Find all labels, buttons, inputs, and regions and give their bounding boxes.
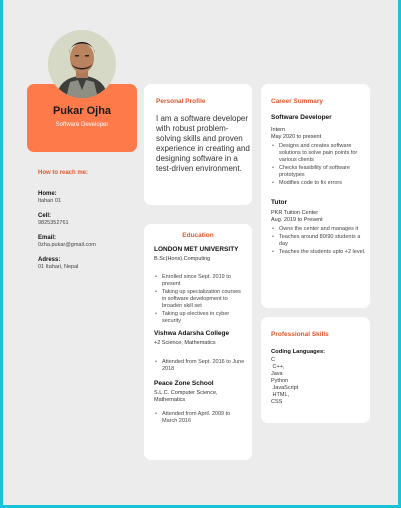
skill-item: CSS [271,399,283,405]
school-name: Peace Zone School [154,380,214,387]
person-name: Pukar Ojha [52,105,112,117]
list-item: • Designs and creates software solutions to solve pain points for various clients [271,143,367,164]
education-entry [154,380,246,425]
career-heading: Career Summary [271,98,324,105]
skill-item: Python [271,378,289,384]
education-heading: Education [182,232,214,239]
skill-item: JavaScript [271,385,299,391]
list-item: • Taking up specialization courses in software development to broaden skill set [154,289,246,310]
avatar [48,30,116,98]
list-item: • Enrolled since Sept. 2019 to present [154,274,246,288]
list-item: • Owns the center and manages it [271,226,367,233]
contact-heading: How to reach me: [38,170,89,176]
profile-photo [48,30,116,98]
role-title: Software Developer [271,114,332,121]
personal-profile-card [144,84,252,205]
contact-value: 01 Itahari, Nepal [38,264,79,270]
list-item: • Attended from April. 2009 to March 2016 [154,411,246,425]
role-detail: PKR Tuition Center [271,210,319,216]
contact-email [38,235,138,248]
role-bullets [271,143,367,187]
role-detail: May 2020 to present [271,134,322,140]
education-card [144,224,252,460]
education-bullets [154,274,246,325]
list-item: • Checks feasibility of software prototypes [271,165,367,179]
list-item: • Taking up electives in cyber security [154,311,246,325]
education-bullets [154,411,246,425]
contact-section [38,170,138,270]
education-bullets [154,359,246,373]
contact-label: Email: [38,235,57,241]
career-role [271,199,367,256]
profile-text: I am a software developer with robust problem-solving skills and proven experience in creating and designing software in a test-driven environment. [156,114,250,173]
skill-item: C++, [271,364,285,370]
degree: B.Sc(Hons).Computing [154,256,211,262]
contact-label: Cell: [38,213,52,219]
skill-item: HTML, [271,392,290,398]
school-name: Vishwa Adarsha College [154,330,230,337]
profile-heading: Personal Profile [156,98,206,105]
career-role [271,114,367,187]
contact-address [38,257,138,270]
role-detail: Aug. 2019 to Present [271,217,323,223]
skill-item: C [271,357,275,363]
school-name: LONDON MET UNIVERSITY [154,246,239,253]
skill-item: Java [271,371,283,377]
contact-value: Itahari 01 [38,198,61,204]
education-entry [154,330,246,373]
role-title: Tutor [271,199,288,206]
role-bullets [271,226,367,256]
list-item: • Attended from Sept. 2016 to June 2018 [154,359,246,373]
skills-subheading: Coding Languages: [271,349,326,355]
degree: S.L.C. Computer Science, Mathematics [154,390,218,403]
list-item: • Modifies code to fix errors [271,180,367,187]
contact-label: Home: [38,191,57,197]
list-item: • Teaches around 80/90 students a day [271,234,367,248]
education-entry [154,246,246,325]
contact-label: Adress: [38,257,61,263]
list-item: • Teaches the students upto +2 level. [271,249,367,256]
contact-value: 0zha.pukar@gmail.com [38,242,96,248]
degree: +2 Science, Mathematics [154,340,216,346]
role-detail: Intern [271,127,286,133]
professional-skills-card [261,317,370,423]
career-summary-card [261,84,370,308]
person-title: Software Developer [55,122,109,128]
contact-cell [38,213,138,226]
contact-home [38,191,138,204]
contact-value: 9825352761 [38,220,69,226]
skills-heading: Professional Skills [271,331,329,338]
